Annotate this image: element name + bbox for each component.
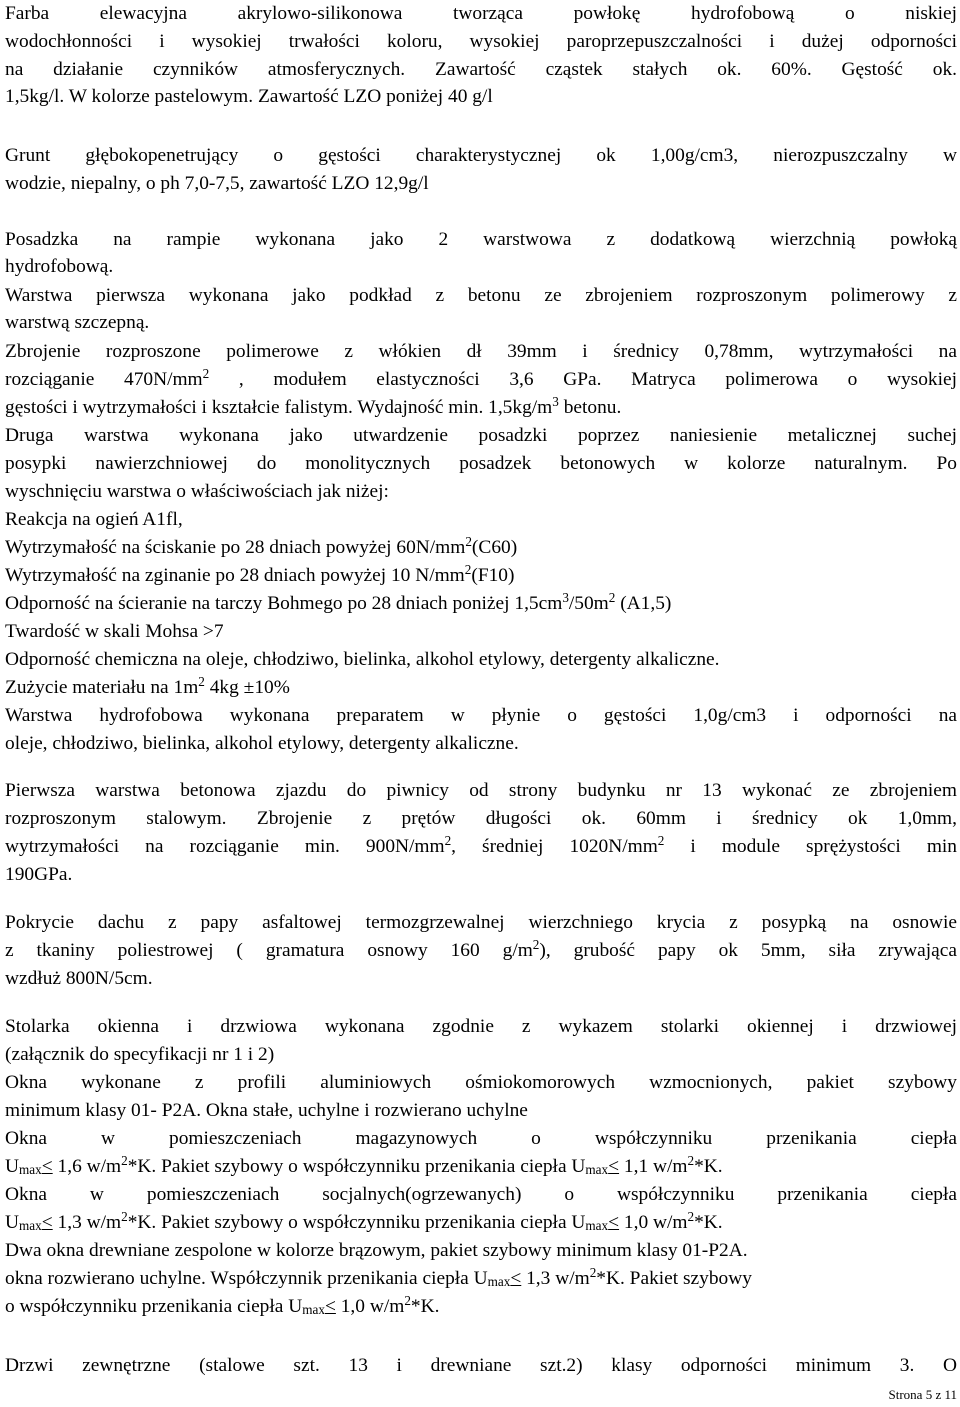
- text-line: gęstości i wytrzymałości i kształcie falistym. Wydajność min. $1,5kg/m^3$ betonu.: [5, 393, 622, 418]
- text-line: oleje, chłodziwo, bielinka, alkohol etylowy, detergenty alkaliczne.: [5, 733, 519, 754]
- text-line: o współczynniku przenikania ciepła $U_{max}< 1,0$ $w/m^2*K$.: [5, 1292, 440, 1317]
- text-line: rozciąganie $470N/mm^2$ , modułem elastyczności 3,6 GPa. Matryca polimerowa o wysokiej: [5, 365, 957, 390]
- text-line: hydrofobową.: [5, 256, 114, 277]
- text-line: wodochłonności i wysokiej trwałości koloru, wysokiej paroprzepuszczalności i dużej odporności: [5, 31, 957, 52]
- text-line: Farba elewacyjna akrylowo-silikonowa tworząca powłokę hydrofobową o niskiej: [5, 3, 957, 24]
- text-line: $U_{max}< 1,3$ $w/m^2*K$. Pakiet szybowy o współczynniku przenikania ciepła $U_{max}< 1,0$ $w/m^2*K$.: [5, 1208, 723, 1233]
- text-line: minimum klasy 01- P2A. Okna stałe, uchylne i rozwierano uchylne: [5, 1100, 528, 1121]
- text-line: Druga warstwa wykonana jako utwardzenie posadzki poprzez naniesienie metalicznej suchej: [5, 425, 957, 446]
- text-line: okna rozwierano uchylne. Współczynnik przenikania ciepła $U_{max}< 1,3$ $w/m^2*K$. Pakiet szybowy: [5, 1264, 752, 1289]
- text-line: Pokrycie dachu z papy asfaltowej termozgrzewalnej wierzchniego krycia z posypką na osnowie: [5, 912, 957, 933]
- text-line: Stolarka okienna i drzwiowa wykonana zgodnie z wykazem stolarki okiennej i drzwiowej: [5, 1016, 957, 1037]
- text-line: wyschnięciu warstwa o właściwościach jak niżej:: [5, 481, 389, 502]
- text-line: Okna w pomieszczeniach magazynowych o współczynniku przenikania ciepła: [5, 1128, 957, 1149]
- text-line: wytrzymałości na rozciąganie min. $900N/mm^2$, średniej $1020N/mm^2$ i module sprężystości min: [5, 832, 957, 857]
- text-line: Odporność chemiczna na oleje, chłodziwo, bielinka, alkohol etylowy, detergenty alkaliczne.: [5, 649, 720, 670]
- text-line: 1,5kg/l. W kolorze pastelowym. Zawartość LZO poniżej 40 g/l: [5, 86, 493, 107]
- text-line: Twardość w skali Mohsa >7: [5, 621, 224, 642]
- text-line: (załącznik do specyfikacji nr 1 i 2): [5, 1044, 275, 1065]
- text-line: Okna wykonane z profili aluminiowych ośmiokomorowych wzmocnionych, pakiet szybowy: [5, 1072, 957, 1093]
- text-line: warstwą szczepną.: [5, 312, 150, 333]
- text-line: Grunt głębokopenetrujący o gęstości charakterystycznej ok 1,00g/cm3, nierozpuszczalny w: [5, 145, 957, 166]
- page-number: Strona 5 z 11: [888, 1387, 957, 1402]
- text-line: Wytrzymałość na zginanie po 28 dniach powyżej 10 $N/mm^2(F10)$: [5, 561, 515, 586]
- text-line: 190GPa.: [5, 864, 73, 885]
- text-line: Wytrzymałość na ściskanie po 28 dniach powyżej $60N/mm^2(C60)$: [5, 533, 518, 558]
- text-line: Dwa okna drewniane zespolone w kolorze brązowym, pakiet szybowy minimum klasy 01-P2A.: [5, 1240, 748, 1261]
- text-line: rozproszonym stalowym. Zbrojenie z prętów długości ok. 60mm i średnicy ok 1,0mm,: [5, 808, 957, 829]
- text-line: wzdłuż 800N/5cm.: [5, 968, 153, 989]
- text-line: na działanie czynników atmosferycznych. Zawartość cząstek stałych ok. 60%. Gęstość ok.: [5, 59, 957, 80]
- text-line: Drzwi zewnętrzne (stalowe szt. 13 i drewniane szt.2) klasy odporności minimum 3. O: [5, 1355, 957, 1376]
- text-line: Posadzka na rampie wykonana jako 2 warstwowa z dodatkową wierzchnią powłoką: [5, 229, 957, 250]
- text-line: Pierwsza warstwa betonowa zjazdu do piwnicy od strony budynku nr 13 wykonać ze zbrojeniem: [5, 780, 957, 801]
- text-line: Okna w pomieszczeniach socjalnych(ogrzewanych) o współczynniku przenikania ciepła: [5, 1184, 957, 1205]
- text-line: wodzie, niepalny, o ph 7,0-7,5, zawartość LZO 12,9g/l: [5, 173, 429, 194]
- text-line: Zbrojenie rozproszone polimerowe z włókien dł 39mm i średnicy 0,78mm, wytrzymałości na: [5, 341, 957, 362]
- text-line: posypki nawierzchniowej do monolitycznych posadzek betonowych w kolorze naturalnym. Po: [5, 453, 957, 474]
- text-line: Warstwa pierwsza wykonana jako podkład z betonu ze zbrojeniem rozproszonym polimerowy z: [5, 285, 957, 306]
- text-line: $U_{max}< 1,6$ $w/m^2*K$. Pakiet szybowy o współczynniku przenikania ciepła $U_{max}< 1,1$ $w/m^2*K$.: [5, 1152, 723, 1177]
- text-line: Zużycie materiału na $1m^2$ 4kg ±10%: [5, 673, 290, 698]
- text-line: Reakcja na ogień A1fl,: [5, 509, 183, 530]
- text-line: Odporność na ścieranie na tarczy Bohmego po 28 dniach poniżej $1,5cm^3/50m^2$ (A1,5): [5, 589, 672, 614]
- text-line: z tkaniny poliestrowej ( gramatura osnowy 160 $g/m^2$), grubość papy ok 5mm, siła zrywająca: [5, 936, 957, 961]
- text-line: Warstwa hydrofobowa wykonana preparatem w płynie o gęstości 1,0g/cm3 i odporności na: [5, 705, 957, 726]
